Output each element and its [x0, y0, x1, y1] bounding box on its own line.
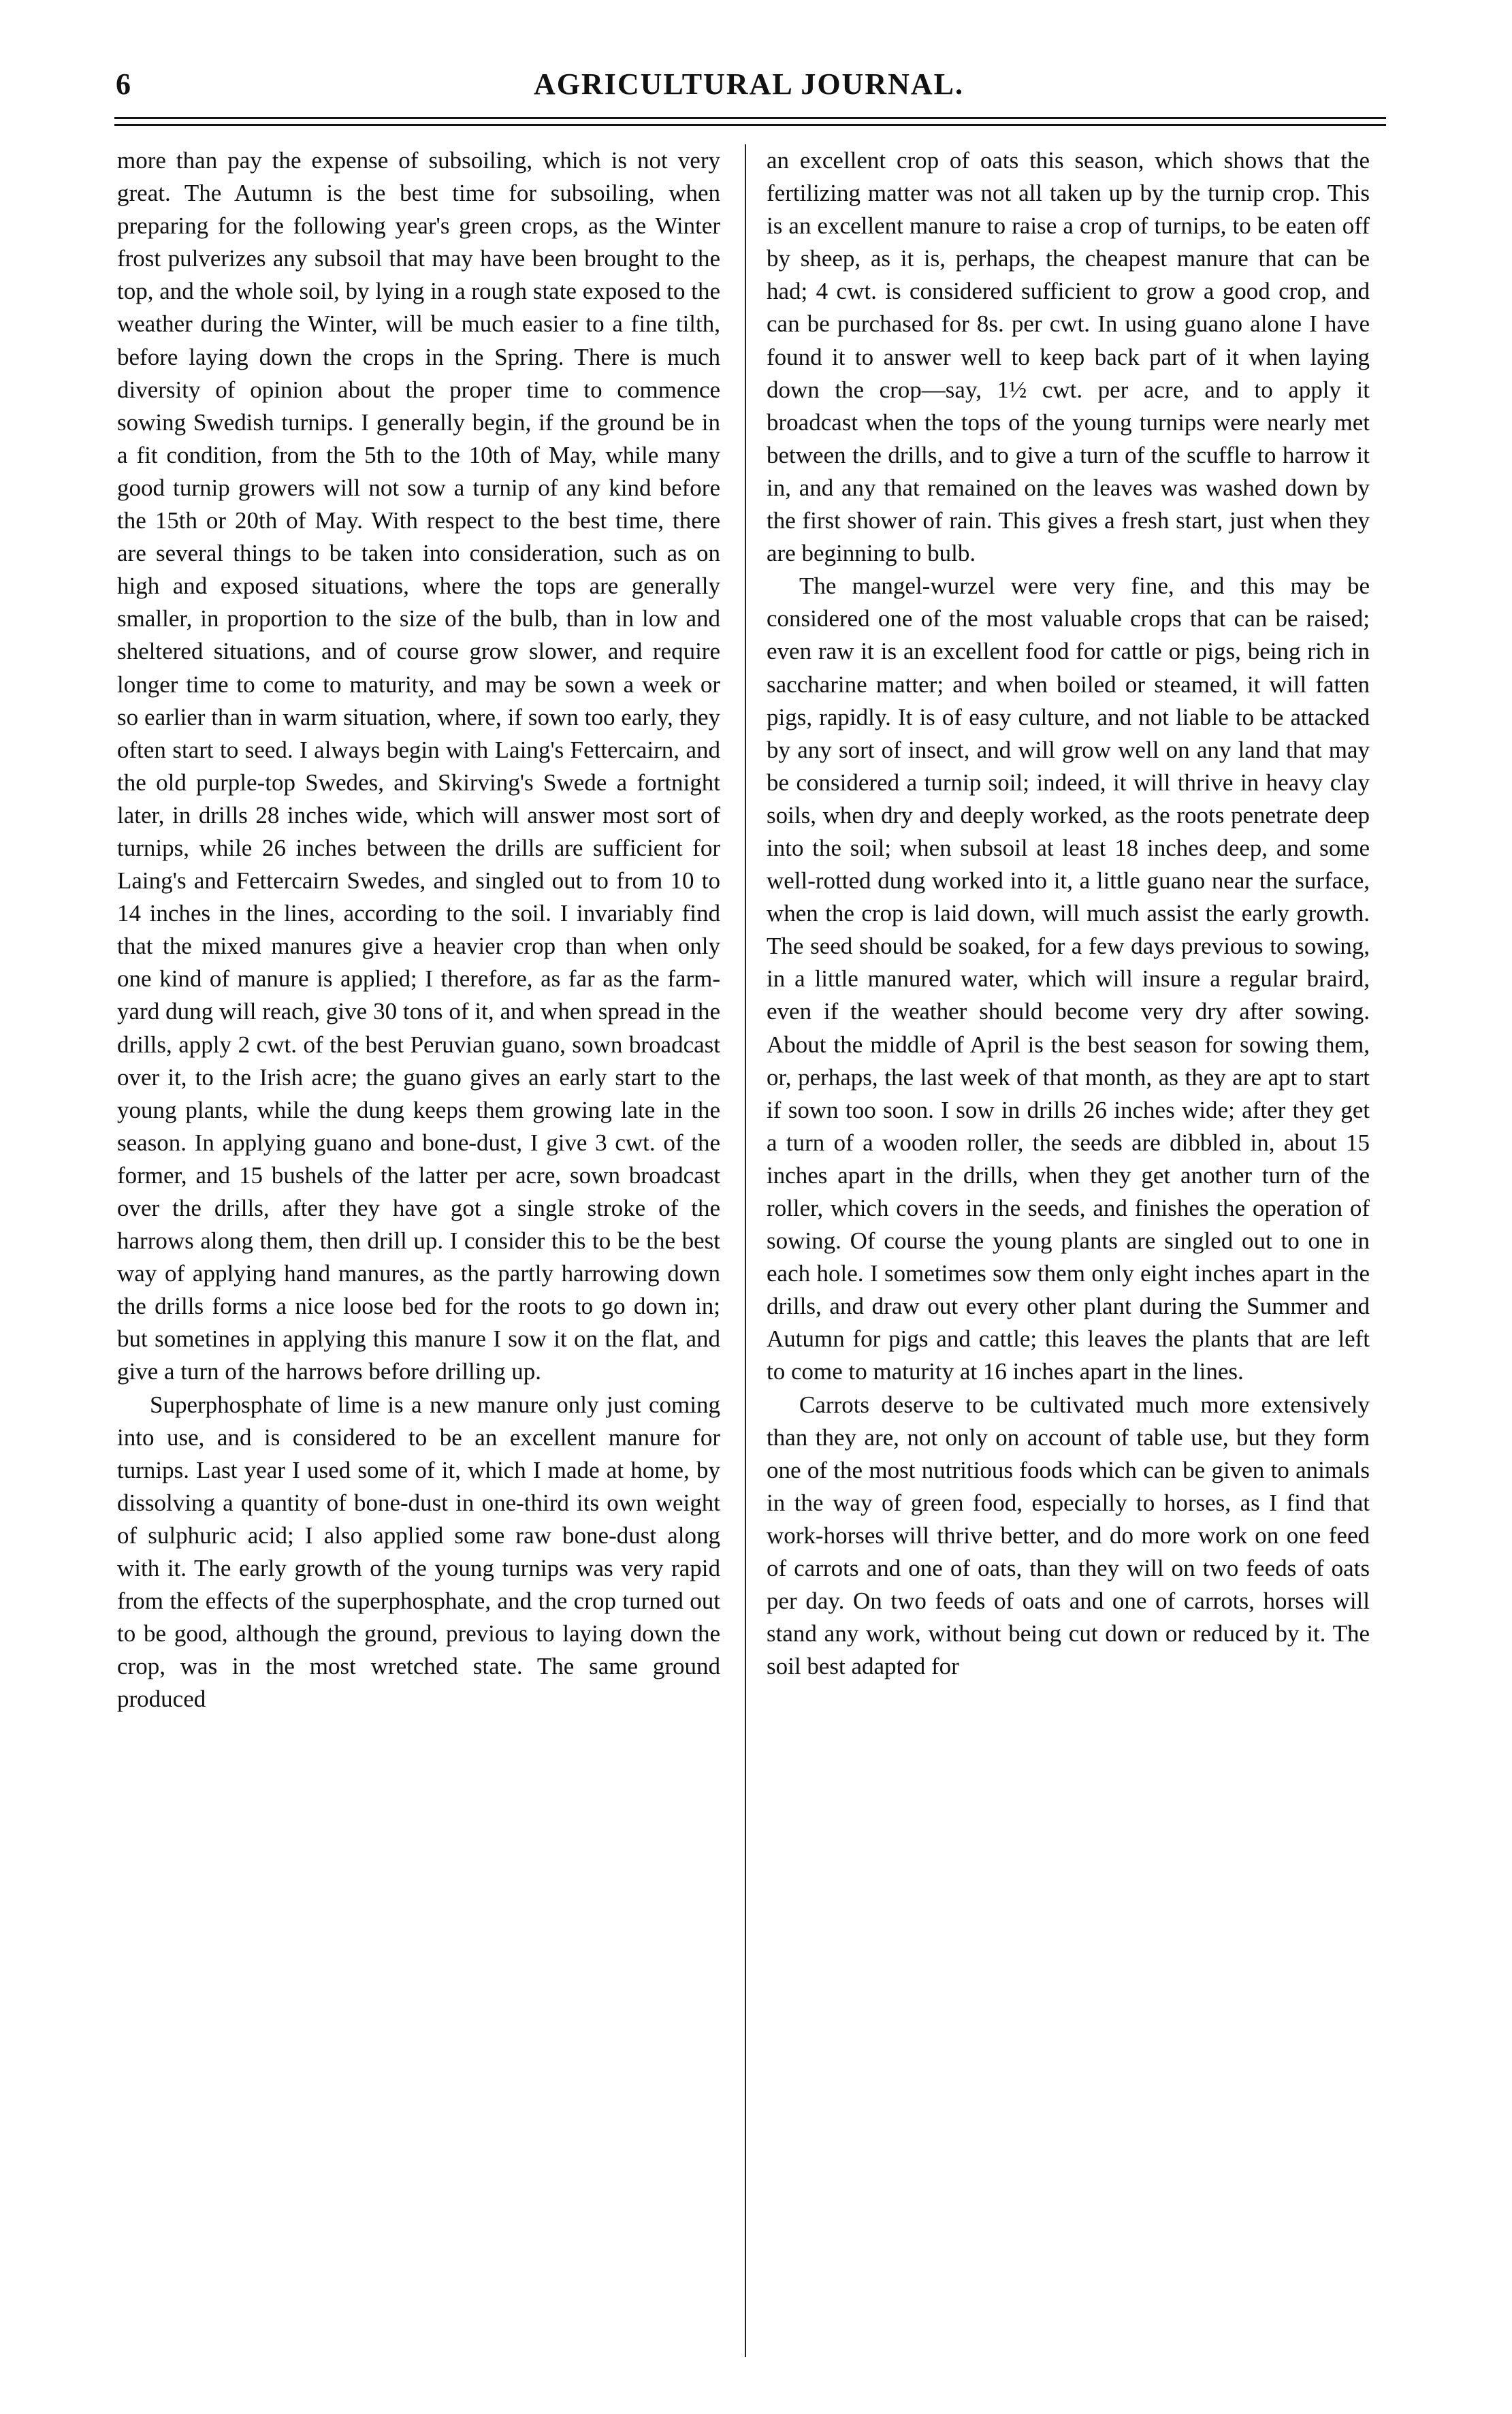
page-number: 6 [116, 67, 131, 101]
paragraph-oats-guano: an excellent crop of oats this season, which shows that the fertilizing matter was not all taken up by the turnip crop. This is an excellent manure to raise a crop of turnips, to be eaten off by sheep, as it is, perhaps, the cheapest manure that can be had; 4 cwt. is considered sufficient to grow a good crop, and can be purchased for 8s. per cwt. In using guano alone I have found it to answer well to keep back part of it when laying down the crop—say, 1½ cwt. per acre, and to apply it broadcast when the tops of the young turnips were nearly met between the drills, and to give a turn of the scuffle to harrow it in, and any that remained on the leaves was washed down by the first shower of rain. This gives a fresh start, just when they are beginning to bulb. [767, 147, 1370, 567]
paragraph-carrots: Carrots deserve to be cultivated much more extensively than they are, not only on account of table use, but they form one of the most nutritious foods which can be given to animals in the way of green food, especially to horses, as I find that work-horses will thrive better, and do more work on one feed of carrots and one of oats, than they will on two feeds of oats per day. On two feeds of oats and one of carrots, horses will stand any work, without being cut down or reduced by it. The soil best adapted for [767, 1391, 1370, 1680]
paragraph-subsoiling-turnips: more than pay the expense of subsoiling, which is not very great. The Autumn is the best time for subsoiling, when preparing for the following year's green crops, as the Winter frost pulverizes any subsoil that may have been brought to the top, and the whole soil, by lying in a rough state exposed to the weather during the Winter, will be much easier to a fine tilth, before laying down the crops in the Spring. There is much diversity of opinion about the proper time to commence sowing Swedish turnips. I generally begin, if the ground be in a fit condition, from the 5th to the 10th of May, while many good turnip growers will not sow a turnip of any kind before the 15th or 20th of May. With respect to the best time, there are several things to be taken into consideration, such as on high and exposed situations, where the tops are generally smaller, in proportion to the size of the bulb, than in low and sheltered situations, and of course grow slower, and require longer time to come to maturity, and may be sown a week or so earlier than in warm situation, where, if sown too early, they often start to seed. I always begin with Laing's Fettercairn, and the old purple-top Swedes, and Skirving's Swede a fortnight later, in drills 28 inches wide, which will answer most sort of turnips, while 26 inches between the drills are sufficient for Laing's and Fettercairn Swedes, and singled out to from 10 to 14 inches in the lines, according to the soil. I invariably find that the mixed manures give a heavier crop than when only one kind of manure is applied; I therefore, as far as the farm-yard dung will reach, give 30 tons of it, and when spread in the drills, apply 2 cwt. of the best Peruvian guano, sown broadcast over it, to the Irish acre; the guano gives an early start to the young plants, while the dung keeps them growing late in the season. In applying guano and bone-dust, I give 3 cwt. of the former, and 15 bushels of the latter per acre, sown broadcast over the drills, after they have got a single stroke of the harrows along them, then drill up. I consider this to be the best way of applying hand manures, as the partly harrowing down the drills forms a nice loose bed for the roots to go down in; but sometines in applying this manure I sow it on the flat, and give a turn of the harrows before drilling up. [117, 147, 720, 1385]
right-column [767, 144, 1370, 2364]
header-rule-top [114, 117, 1386, 119]
paragraph-mangel-wurzel: The mangel-wurzel were very fine, and this may be considered one of the most valuable crops that can be raised; even raw it is an excellent food for cattle or pigs, being rich in saccharine matter; and when boiled or steamed, it will fatten pigs, rapidly. It is of easy culture, and not liable to be attacked by any sort of insect, and will grow well on any land that may be considered a turnip soil; indeed, it will thrive in heavy clay soils, when dry and deeply worked, as the roots penetrate deep into the soil; when subsoil at least 18 inches deep, and some well-rotted dung worked into it, a little guano near the surface, when the crop is laid down, will much assist the early growth. The seed should be soaked, for a few days previous to sowing, in a little manured water, which will insure a regular braird, even if the weather should become very dry after sowing. About the middle of April is the best season for sowing them, or, perhaps, the last week of that month, as they are apt to start if sown too soon. I sow in drills 26 inches wide; after they get a turn of a wooden roller, the seeds are dibbled in, about 15 inches apart in the drills, when they get another turn of the roller, which covers in the seeds, and finishes the operation of sowing. Of course the young plants are singled out to one in each hole. I sometimes sow them only eight inches apart in the drills, and draw out every other plant during the Summer and Autumn for pigs and cattle; this leaves the plants that are left to come to maturity at 16 inches apart in the lines. [767, 573, 1370, 1385]
paragraph-superphosphate: Superphosphate of lime is a new manure only just coming into use, and is considered to be an excellent manure for turnips. Last year I used some of it, which I made at home, by dissolving a quantity of bone-dust in one-third its own weight of sulphuric acid; I also applied some raw bone-dust along with it. The early growth of the young turnips was very rapid from the effects of the superphosphate, and the crop turned out to be good, although the ground, previous to laying down the crop, was in the most wretched state. The same ground produced [117, 1391, 720, 1713]
page-header [109, 63, 1389, 108]
left-column [117, 144, 720, 2364]
header-rule-bottom [114, 124, 1386, 126]
running-title: AGRICULTURAL JOURNAL. [533, 67, 965, 101]
column-divider [745, 144, 746, 2357]
